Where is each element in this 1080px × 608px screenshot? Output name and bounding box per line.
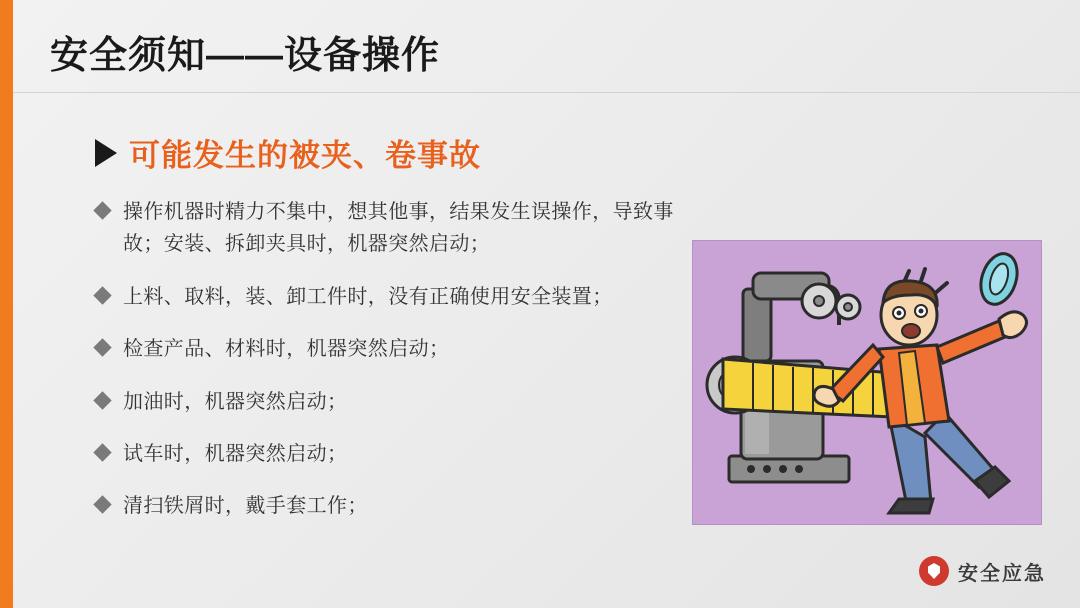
list-item-text: 上料、取料，装、卸工件时，没有正确使用安全装置； [123, 285, 613, 308]
list-item [96, 490, 696, 522]
list-item [96, 281, 696, 313]
shield-icon [919, 556, 949, 586]
list-item-text: 检查产品、材料时，机器突然启动； [123, 338, 450, 361]
list-item-text: 清扫铁屑时，戴手套工作； [123, 495, 368, 518]
list-item-text: 操作机器时精力不集中，想其他事，结果发生误操作，导致事故；安装、拆卸夹具时，机器突然启动； [123, 201, 674, 256]
subheading [95, 130, 481, 175]
footer-brand-label: 安全应急 [958, 562, 1046, 585]
accent-bar [0, 0, 13, 608]
list-item-text: 试车时，机器突然启动； [123, 442, 348, 465]
title-divider [13, 92, 1080, 93]
diamond-bullet-icon [93, 286, 111, 304]
triangle-bullet-icon [95, 139, 117, 167]
diamond-bullet-icon [93, 496, 111, 514]
bullet-list [96, 196, 696, 543]
list-item [96, 333, 696, 365]
diamond-bullet-icon [93, 201, 111, 219]
list-item [96, 386, 696, 418]
page-title: 安全须知——设备操作 [50, 35, 441, 77]
list-item [96, 196, 696, 261]
diamond-bullet-icon [93, 443, 111, 461]
list-item [96, 438, 696, 470]
footer-logo [919, 556, 1046, 586]
subheading-label: 可能发生的被夹、卷事故 [129, 138, 481, 173]
diamond-bullet-icon [93, 391, 111, 409]
list-item-text: 加油时，机器突然启动； [123, 390, 348, 413]
diamond-bullet-icon [93, 338, 111, 356]
safety-illustration [692, 240, 1042, 525]
